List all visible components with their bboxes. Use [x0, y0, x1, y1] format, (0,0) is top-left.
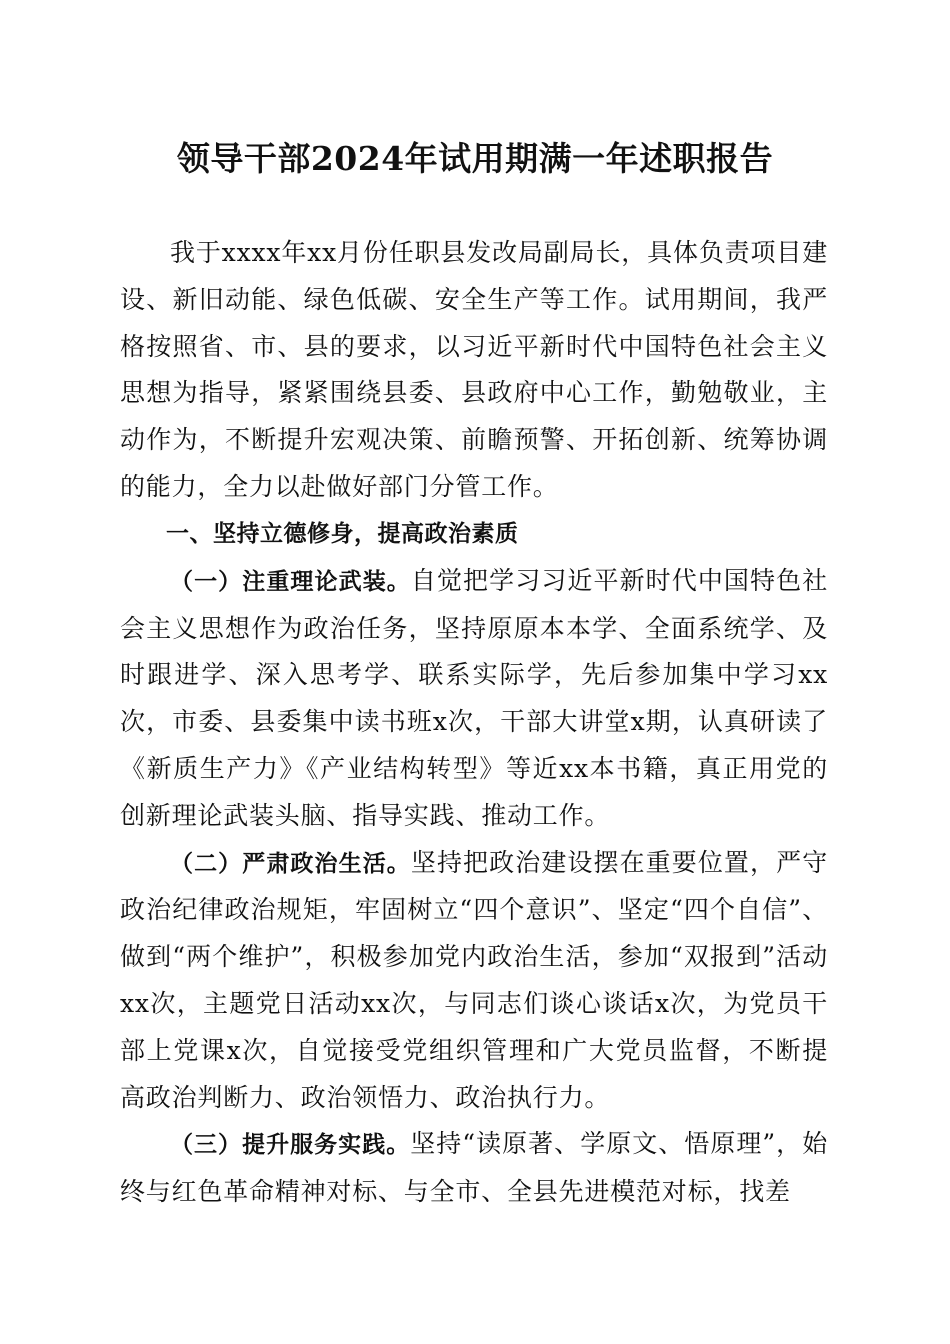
paragraph-service-practice: [120, 1121, 828, 1216]
paragraph-lead-theory: （一）注重理论武装。: [170, 568, 411, 595]
section-heading-1: 一、坚持立德修身，提高政治素质: [166, 520, 519, 547]
paragraph-theory: [120, 558, 828, 840]
paragraph-text-political-life: 坚持把政治建设摆在重要位置，严守政治纪律政治规矩，牢固树立“四个意识”、坚定“四个自信”、做到“两个维护”，积极参加党内政治生活，参加“双报到”活动xx次，主题党日活动xx次，与同志们谈心谈话x次，为党员干部上党课x次，自觉接受党组织管理和广大党员监督，不断提高政治判断力、政治领悟力、政治执行力。: [120, 847, 828, 1112]
document-body: [120, 230, 828, 1216]
paragraph-lead-political-life: （二）严肃政治生活。: [170, 850, 411, 877]
paragraph-lead-service-practice: （三）提升服务实践。: [170, 1132, 411, 1159]
paragraph-text-service-practice: 坚持“读原著、学原文、悟原理”，始终与红色革命精神对标、与全市、全县先进模范对标，找差: [120, 1129, 828, 1207]
document-title: 领导干部2024年试用期满一年述职报告: [176, 139, 774, 178]
paragraph-text-theory: 自觉把学习习近平新时代中国特色社会主义思想作为政治任务，坚持原原本本学、全面系统学、及时跟进学、深入思考学、联系实际学，先后参加集中学习xx次，市委、县委集中读书班x次，干部大讲堂x期，认真研读了《新质生产力》《产业结构转型》等近xx本书籍，真正用党的创新理论武装头脑、指导实践、推动工作。: [120, 565, 828, 830]
paragraph-political-life: [120, 840, 828, 1122]
intro-paragraph: 我于xxxx年xx月份任职县发改局副局长，具体负责项目建设、新旧动能、绿色低碳、安全生产等工作。试用期间，我严格按照省、市、县的要求，以习近平新时代中国特色社会主义思想为指导，紧紧围绕县委、县政府中心工作，勤勉敬业，主动作为，不断提升宏观决策、前瞻预警、开拓创新、统筹协调的能力，全力以赴做好部门分管工作。: [120, 238, 828, 501]
